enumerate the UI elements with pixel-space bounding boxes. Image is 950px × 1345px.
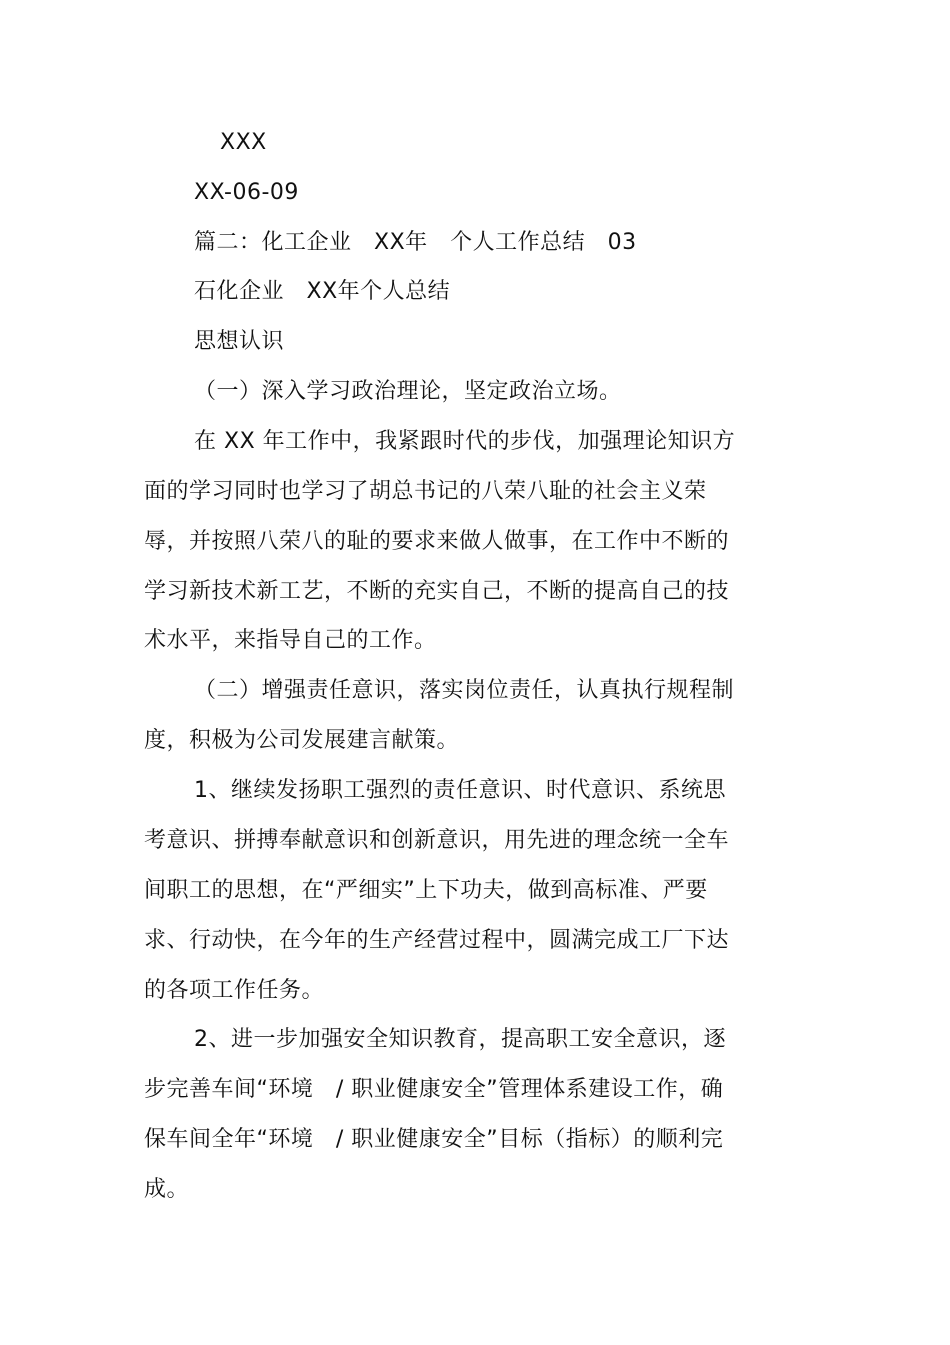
- item-2-line: 步完善车间“环境 / 职业健康安全”管理体系建设工作，确: [144, 1077, 724, 1102]
- subheading-1: （一）深入学习政治理论，坚定政治立场。: [194, 379, 622, 404]
- document-date: XX-06-09: [194, 180, 299, 205]
- para-1-line: 在 XX 年工作中，我紧跟时代的步伐，加强理论知识方: [194, 429, 736, 454]
- item-1-line: 求、行动快，在今年的生产经营过程中，圆满完成工厂下达: [144, 928, 730, 953]
- item-2-line: 2、进一步加强安全知识教育，提高职工安全意识，逐: [194, 1027, 726, 1052]
- para-1-line: 面的学习同时也学习了胡总书记的八荣八耻的社会主义荣: [144, 479, 707, 504]
- item-2-line: 保车间全年“环境 / 职业健康安全”目标（指标）的顺利完: [144, 1127, 724, 1152]
- item-1-line: 1、继续发扬职工强烈的责任意识、时代意识、系统思: [194, 778, 726, 803]
- item-2-line: 成。: [144, 1177, 190, 1202]
- subheading-2-line: 度，积极为公司发展建言献策。: [144, 728, 460, 753]
- subheading-2-line: （二）增强责任意识，落实岗位责任，认真执行规程制: [194, 678, 735, 703]
- item-1-line: 间职工的思想，在“严细实”上下功夫，做到高标准、严要: [144, 878, 708, 903]
- author-name: XXX: [220, 130, 267, 155]
- document-title: 石化企业 XX年个人总结: [194, 279, 451, 304]
- category-heading: 思想认识: [194, 329, 285, 354]
- para-1-line: 辱，并按照八荣八的耻的要求来做人做事，在工作中不断的: [144, 529, 730, 554]
- item-1-line: 的各项工作任务。: [144, 978, 325, 1003]
- para-1-line: 术水平，来指导自己的工作。: [144, 628, 437, 653]
- item-1-line: 考意识、拼搏奉献意识和创新意识，用先进的理念统一全车: [144, 828, 730, 853]
- para-1-line: 学习新技术新工艺，不断的充实自己，不断的提高自己的技: [144, 579, 730, 604]
- section-heading: 篇二：化工企业 XX年 个人工作总结 03: [194, 230, 637, 255]
